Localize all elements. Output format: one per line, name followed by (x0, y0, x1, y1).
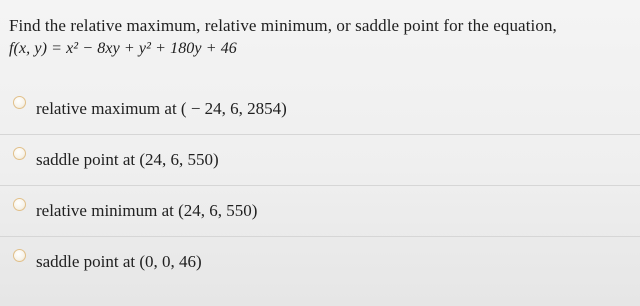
answer-option-1[interactable] (0, 84, 640, 134)
answer-options (0, 84, 640, 287)
answer-option-4[interactable] (0, 236, 640, 287)
answer-option-label[interactable]: saddle point at (0, 0, 46) (36, 252, 202, 271)
answer-option-2[interactable] (0, 134, 640, 185)
radio-button-icon[interactable] (13, 147, 26, 160)
radio-button-icon[interactable] (13, 198, 26, 211)
answer-option-label[interactable]: relative maximum at ( − 24, 6, 2854) (36, 99, 287, 118)
question-text (9, 14, 557, 60)
radio-button-icon[interactable] (13, 249, 26, 262)
answer-option-3[interactable] (0, 185, 640, 236)
answer-option-label[interactable]: saddle point at (24, 6, 550) (36, 150, 219, 169)
question-prompt: Find the relative maximum, relative minimum, or saddle point for the equation, (9, 16, 557, 35)
question-equation: f(x, y) = x² − 8xy + y² + 180y + 46 (9, 40, 237, 57)
answer-option-label[interactable]: relative minimum at (24, 6, 550) (36, 201, 258, 220)
radio-button-icon[interactable] (13, 96, 26, 109)
